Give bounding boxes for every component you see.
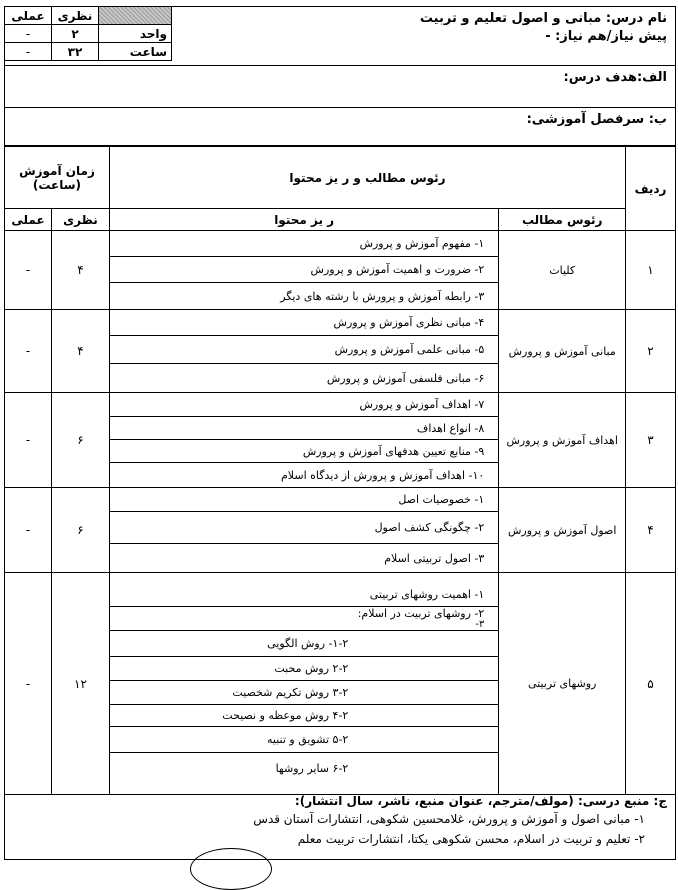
list-item: ۷- اهداف آموزش و پرورش <box>110 393 498 417</box>
table-row <box>5 488 676 573</box>
table-row <box>5 310 676 393</box>
syllabus-table <box>4 146 676 795</box>
row-number: ۳ <box>626 393 676 488</box>
practical-hours: - <box>5 573 52 795</box>
list-item: ۴-۲ روش موعظه و نصیحت <box>110 705 498 727</box>
list-item: ۳-۲ روش تکریم شخصیت <box>110 681 498 705</box>
theory-hours: ۶ <box>52 393 110 488</box>
prerequisite: پیش نیاز/هم نیاز: - <box>545 29 667 44</box>
row-items <box>109 231 498 310</box>
list-item: ۱۰- اهداف آموزش و پرورش از دیدگاه اسلام <box>280 468 485 482</box>
list-item: ۲-۲ روش محبت <box>110 657 498 681</box>
list-item: ۵- مبانی علمی آموزش و پرورش <box>110 336 498 364</box>
list-item: ۱- اهمیت روشهای تربیتی <box>110 583 498 607</box>
hours-theory: ۳۲ <box>52 43 99 61</box>
list-item: ۱- مفهوم آموزش و پرورش <box>110 231 498 257</box>
row-heading: اصول آموزش و پرورش <box>499 488 626 573</box>
list-item: ۶- مبانی فلسفی آموزش و پرورش <box>326 371 485 385</box>
syllabus-label: ب: سرفصل آموزشی: <box>526 112 667 127</box>
list-item: ۵-۲ تشویق و تنبیه <box>110 727 498 753</box>
course-header <box>4 6 676 66</box>
stamp-seal <box>190 848 272 890</box>
reference-item: ۱- مبانی اصول و آموزش و پرورش، غلامحسین شکوهی، انتشارات آستان قدس <box>253 812 645 826</box>
theory-header: نظری <box>52 209 110 231</box>
table-row <box>5 573 676 795</box>
row-number: ۴ <box>626 488 676 573</box>
unit-theory: ۲ <box>52 25 99 43</box>
practical-header: عملی <box>5 209 52 231</box>
row-hours: ساعت <box>99 43 172 61</box>
time-header: زمان آموزش (ساعت) <box>5 147 110 209</box>
row-number: ۵ <box>626 573 676 795</box>
list-item: ۹- منابع تعیین هدفهای آموزش و پرورش <box>110 440 498 463</box>
row-unit: واحد <box>99 25 172 43</box>
row-number-header: ردیف <box>626 147 676 231</box>
table-row <box>5 231 676 310</box>
practical-hours: - <box>5 310 52 393</box>
syllabus-section <box>4 108 676 146</box>
shaded-cell <box>99 7 172 25</box>
list-item: ۲- ضرورت و اهمیت آموزش و پرورش <box>110 257 498 283</box>
unit-practical: - <box>5 25 52 43</box>
unit-table <box>4 6 172 61</box>
sub-content-header: ر یز محتوا <box>109 209 498 231</box>
row-items <box>109 488 498 573</box>
practical-hours: - <box>5 231 52 310</box>
goal-label: الف:هدف درس: <box>563 70 667 85</box>
list-item: ۳- <box>110 621 498 631</box>
theory-hours: ۶ <box>52 488 110 573</box>
hours-practical: - <box>5 43 52 61</box>
table-row <box>5 393 676 488</box>
list-item: ۳- اصول تربیتی اسلام <box>384 551 485 565</box>
goal-section <box>4 66 676 108</box>
references-section <box>4 790 676 860</box>
practical-hours: - <box>5 488 52 573</box>
row-items <box>109 393 498 488</box>
topics-header: رئوس مطالب و ر یز محتوا <box>109 147 625 209</box>
list-item: ۱-۲- روش الگویی <box>110 631 498 657</box>
row-number: ۱ <box>626 231 676 310</box>
course-name: نام درس: مبانی و اصول تعلیم و تربیت <box>419 11 667 26</box>
reference-item: ۲- تعلیم و تربیت در اسلام، محسن شکوهی یکتا، انتشارات تربیت معلم <box>297 832 645 846</box>
list-item: ۶-۲ سایر روشها <box>275 762 349 775</box>
list-item: ۲- چگونگی کشف اصول <box>110 512 498 544</box>
row-heading: مبانی آموزش و پرورش <box>499 310 626 393</box>
list-item: ۴- مبانی نظری آموزش و پرورش <box>110 310 498 336</box>
row-items <box>109 573 498 795</box>
theory-hours: ۱۲ <box>52 573 110 795</box>
list-item: ۱- خصوصیات اصل <box>110 488 498 512</box>
col-practical: عملی <box>5 7 52 25</box>
col-theory: نظری <box>52 7 99 25</box>
row-heading: روشهای تربیتی <box>499 573 626 795</box>
row-number: ۲ <box>626 310 676 393</box>
list-item: ۳- رابطه آموزش و پرورش با رشته های دیگر <box>280 289 485 303</box>
references-title: ج: منبع درسی: (مولف/مترجم، عنوان منبع، ناشر، سال انتشار): <box>294 794 667 808</box>
main-topics-header: رئوس مطالب <box>499 209 626 231</box>
list-item: ۸- انواع اهداف <box>110 417 498 440</box>
row-heading: کلیات <box>499 231 626 310</box>
theory-hours: ۴ <box>52 310 110 393</box>
row-items <box>109 310 498 393</box>
list-item: ۲- روشهای تربیت در اسلام: <box>357 607 485 620</box>
theory-hours: ۴ <box>52 231 110 310</box>
practical-hours: - <box>5 393 52 488</box>
row-heading: اهداف آموزش و پرورش <box>499 393 626 488</box>
